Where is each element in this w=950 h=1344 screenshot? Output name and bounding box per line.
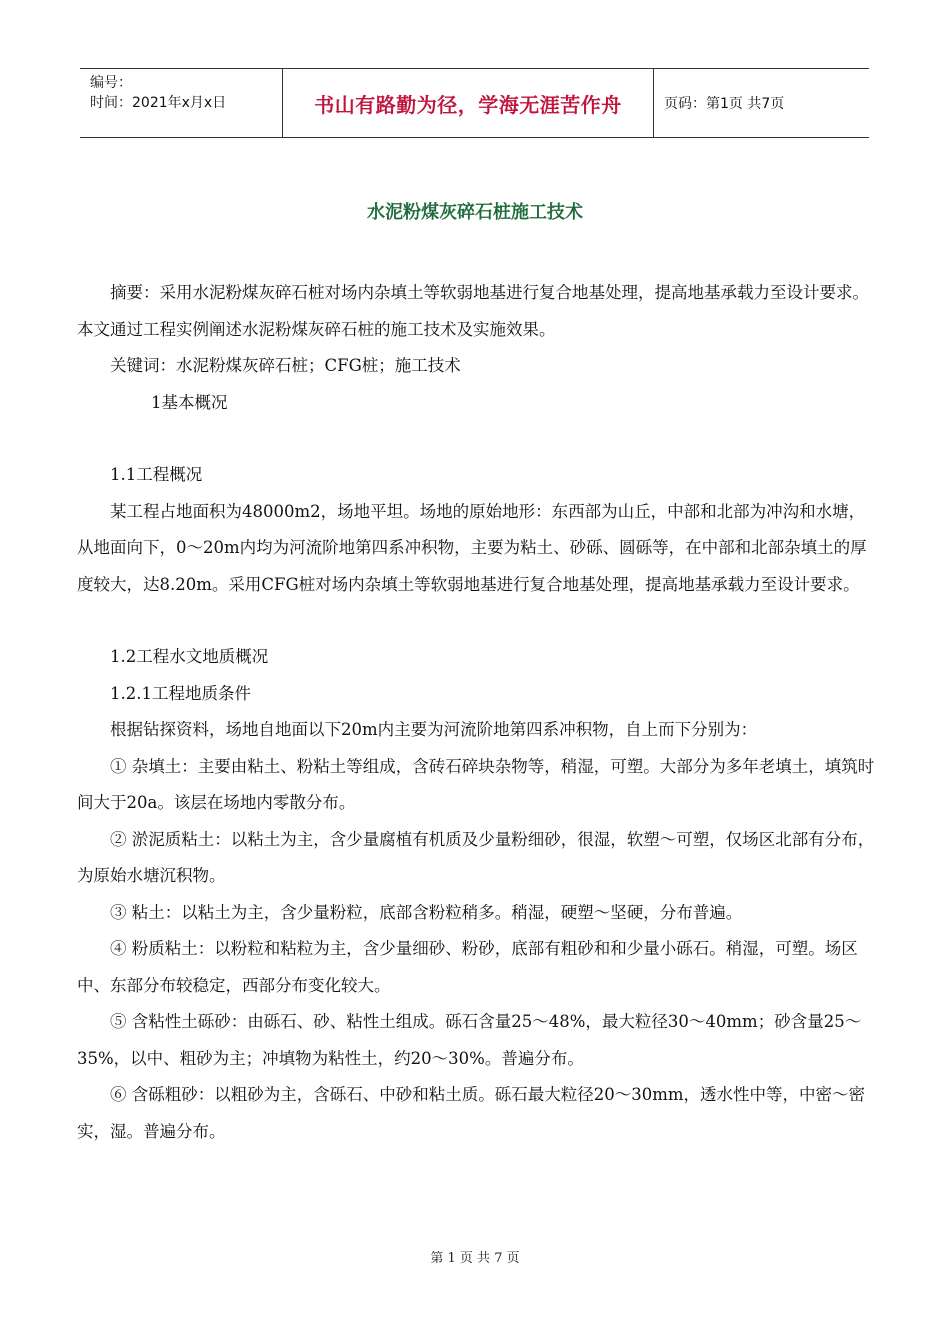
document-body bbox=[77, 275, 877, 1150]
body-paragraph: 某工程占地面积为48000m2，场地平坦。场地的原始地形：东西部为山丘，中部和北部为冲沟和水塘，从地面向下，0～20m内均为河流阶地第四系冲积物，主要为粘土、砂砾、圆砾等，在中部和北部杂填土的厚度较大，达8.20m。采用CFG桩对场内杂填土等软弱地基进行复合地基处理，提高地基承载力至设计要求。 bbox=[77, 501, 867, 594]
page-footer: 第 1 页 共 7 页 bbox=[430, 1251, 520, 1266]
list-item: ⑤ 含粘性土砾砂：由砾石、砂、粘性土组成。砾石含量25～48%，最大粒径30～40mm；砂含量25～35%，以中、粗砂为主；冲填物为粘性土，约20～30%。普遍分布。 bbox=[77, 1012, 862, 1068]
list-item: ① 杂填土：主要由粘土、粉粘土等组成，含砖石碎块杂物等，稍湿，可塑。大部分为多年老填土，填筑时间大于20a。该层在场地内零散分布。 bbox=[77, 756, 875, 812]
section-heading: 1.2.1工程地质条件 bbox=[110, 683, 251, 703]
motto: 书山有路勤为径，学海无涯苦作舟 bbox=[282, 69, 654, 137]
list-item: ⑥ 含砾粗砂：以粗砂为主，含砾石、中砂和粘土质。砾石最大粒径20～30mm，透水性中等，中密～密实，湿。普遍分布。 bbox=[77, 1085, 866, 1141]
list-item: ④ 粉质粘土：以粉粒和粘粒为主，含少量细砂、粉砂，底部有粗砂和和少量小砾石。稍湿，可塑。场区中、东部分布较稳定，西部分布变化较大。 bbox=[77, 939, 858, 995]
number-label: 编号： bbox=[90, 75, 132, 91]
keywords-paragraph: 关键词：水泥粉煤灰碎石桩；CFG桩；施工技术 bbox=[110, 356, 461, 375]
list-item: ② 淤泥质粘土：以粘土为主，含少量腐植有机质及少量粉细砂，很湿，软塑～可塑，仅场区北部有分布，为原始水塘沉积物。 bbox=[77, 829, 875, 885]
document-title: 水泥粉煤灰碎石桩施工技术 bbox=[367, 202, 583, 223]
abstract-paragraph: 摘要：采用水泥粉煤灰碎石桩对场内杂填土等软弱地基进行复合地基处理，提高地基承载力至设计要求。本文通过工程实例阐述水泥粉煤灰碎石桩的施工技术及实施效果。 bbox=[77, 283, 869, 339]
header-meta bbox=[80, 69, 282, 137]
time-label: 时间：2021年x月x日 bbox=[90, 95, 227, 111]
body-paragraph: 根据钻探资料，场地自地面以下20m内主要为河流阶地第四系冲积物，自上而下分别为： bbox=[110, 720, 758, 739]
section-heading: 1基本概况 bbox=[151, 392, 228, 412]
section-heading: 1.1工程概况 bbox=[110, 465, 203, 484]
page-info: 页码：第1页 共7页 bbox=[664, 96, 785, 112]
header-table bbox=[80, 68, 869, 138]
section-heading: 1.2工程水文地质概况 bbox=[110, 647, 269, 666]
list-item: ③ 粘土：以粘土为主，含少量粉粒，底部含粉粒稍多。稍湿，硬塑～坚硬，分布普遍。 bbox=[110, 902, 743, 922]
